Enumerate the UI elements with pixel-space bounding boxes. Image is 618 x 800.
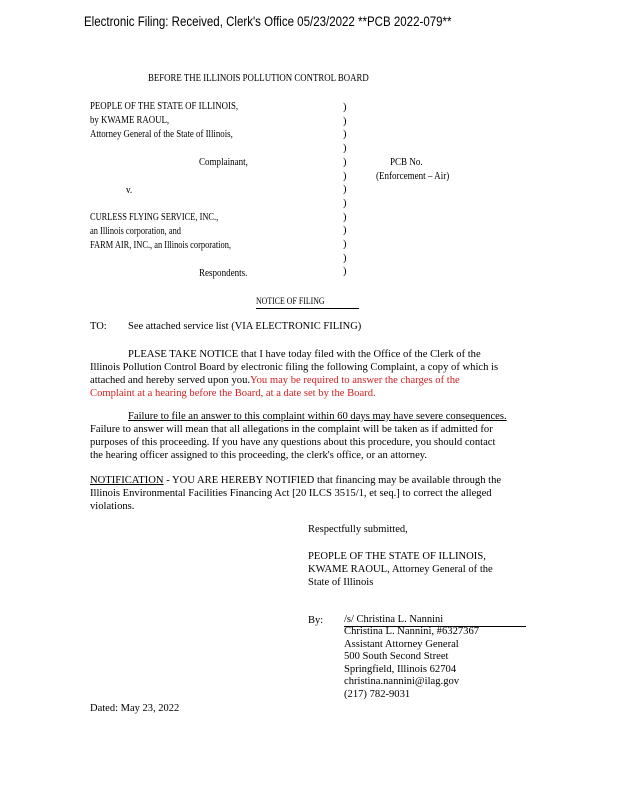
versus-label: v. [126,185,133,196]
party-line-2: KWAME RAOUL, Attorney General of the [308,564,493,575]
signer-phone-line: (217) 782-9031 [344,688,411,700]
party-line-1: PEOPLE OF THE STATE OF ILLINOIS, [308,551,486,562]
failure-line-1 [90,410,507,423]
to-label: TO: [90,321,107,332]
notification-line-2: Illinois Environmental Facilities Financing Act [20 ILCS 3515/1, et seq.] to correct the alleged [90,488,492,499]
notification-line-1-text: - YOU ARE HEREBY NOTIFIED that financing may be available through the [163,475,502,486]
failure-line-4: the hearing officer assigned to this proceeding, the clerk's office, or an attorney. [90,450,428,461]
failure-warning-underlined: Failure to file an answer to this complaint within 60 days may have severe consequences. [128,411,507,422]
respectfully-submitted: Respectfully submitted, [308,524,408,535]
failure-paragraph [90,410,507,462]
party-block [308,550,493,589]
notification-paragraph [90,474,501,513]
notice-line-2: Illinois Pollution Control Board by electronic filing the following Complaint, a copy of which is [90,362,499,373]
caption-parenthesis-column: ) ) ) ) ) ) ) ) ) ) ) ) ) [343,102,347,278]
notice-line-3 [90,374,498,387]
plaintiff-line-2: by KWAME RAOUL, [90,115,170,126]
signer-email-line: christina.nannini@ilag.gov [344,676,460,688]
complainant-label: Complainant, [199,157,248,168]
enforcement-label: (Enforcement – Air) [376,171,450,182]
notice-line-1: PLEASE TAKE NOTICE that I have today filed with the Office of the Clerk of the [128,349,481,360]
failure-line-2: Failure to answer will mean that all allegations in the complaint will be taken as if admitted for [90,424,493,435]
answer-warning-text: You may be required to answer the charges of the [250,375,460,386]
board-heading: BEFORE THE ILLINOIS POLLUTION CONTROL BOARD [148,73,369,84]
pcb-number-label: PCB No. [390,157,423,168]
respondents-label: Respondents. [199,268,248,279]
party-line-3: State of Illinois [308,577,374,588]
notice-paragraph [90,348,498,400]
by-label: By: [308,615,324,626]
signer-block [344,626,479,702]
failure-line-3: purposes of this proceeding. If you have any questions about this procedure, you should contact [90,437,496,448]
plaintiff-line-1: PEOPLE OF THE STATE OF ILLINOIS, [90,101,239,112]
to-text: See attached service list (VIA ELECTRONIC FILING) [128,321,362,332]
signer-city-line: Springfield, Illinois 62704 [344,663,457,675]
defendant-line-3: FARM AIR, INC., an Illinois corporation, [90,240,232,251]
dated-line: Dated: May 23, 2022 [90,703,180,714]
defendant-line-2: an Illinois corporation, and [90,226,181,237]
electronic-filing-stamp: Electronic Filing: Received, Clerk's Office 05/23/2022 **PCB 2022-079** [84,14,452,29]
notification-line-3: violations. [90,501,135,512]
signer-street-line: 500 South Second Street [344,651,449,663]
notice-line-3-text: attached and hereby served upon you. [90,375,251,386]
signer-name-line: Christina L. Nannini, #6327367 [344,626,480,637]
signer-title-line: Assistant Attorney General [344,638,459,650]
answer-warning-line-2: Complaint at a hearing before the Board, at a date set by the Board. [90,388,376,399]
notice-title: NOTICE OF FILING [256,296,325,307]
electronic-signature: /s/ Christina L. Nannini [344,614,444,625]
plaintiff-line-3: Attorney General of the State of Illinois, [90,129,233,140]
notification-line-1 [90,474,501,487]
notification-heading: NOTIFICATION [90,475,164,486]
defendant-line-1: CURLESS FLYING SERVICE, INC., [90,212,219,223]
